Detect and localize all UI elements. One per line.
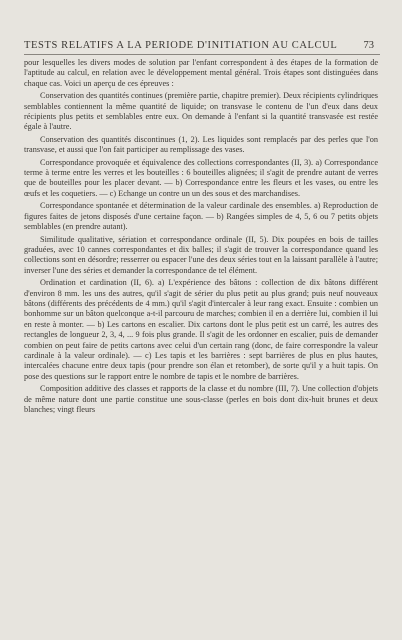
- paragraph-provoked-correspondence: Correspondance provoquée et équivalence des collections correspondantes (II, 3). a) Correspondance terme à terme entre les verres et les bouteilles : 6 bouteilles alignées; il s'agit de prendre autant de verres que de bouteilles pour les placer devant. — b) Correspondance entre les fleurs et les vases, ou entre les œufs et les coquetiers. — c) Echange un contre un un des sous et des marchandises.: [24, 157, 378, 198]
- paragraph-ordination-cardination: Ordination et cardination (II, 6). a) L'expérience des bâtons : collection de dix bâtons différent d'environ 8 mm. les uns des autres, qu'il s'agit de sérier du plus petit au plus grand; puis neuf nouveaux bâtons (différents des précédents de 4 mm.) qu'il s'agit d'intercaler à leur rang exact. Ensuite : combien un bonhomme sur un bâton quelconque a-t-il parcouru de marches; combien il en a derrière lui, combien il lui en reste à monter. — b) Les cartons en escalier. Dix cartons dont le plus petit est un carré, les autres des rectangles de longueur 2, 3, 4, ... 9 fois plus grande. Il s'agit de les ordonner en escalier, puis de demander combien on peut faire de petits cartons avec celui d'un certain rang (donc, de faire correspondre la valeur cardinale à la valeur ordinale). — c) Les tapis et les barrières : sept barrières de plus en plus hautes, intercalées chacune entre deux tapis (pour prendre son élan et retomber), de sorte qu'il y a huit tapis. On pose des questions sur le rapport entre le nombre de tapis et le nombre de barrières.: [24, 278, 378, 381]
- page-number: 73: [363, 40, 374, 51]
- paragraph-discontinuous-quantities: Conservation des quantités discontinues (1, 2). Les liquides sont remplacés par des perles que l'on transvase, et aussi que l'on fait participer au remplissage des vases.: [24, 134, 378, 155]
- paragraph-continuous-quantities: Conservation des quantités continues (première partie, chapitre premier). Deux récipients cylindriques semblables contiennent la même quantité de liquide; on transvase le contenu de l'un d'eux dans deux récipients plus petits et semblables entre eux. On demande à l'enfant si la quantité transvasée est restée égale à l'autre.: [24, 91, 378, 132]
- body-text: [24, 58, 378, 417]
- running-header: [24, 40, 374, 51]
- paragraph-qualitative-similitude: Similitude qualitative, sériation et correspondance ordinale (II, 5). Dix poupées en bois de tailles graduées, avec 10 cannes correspondantes et dix balles; il s'agit de trouver la correspondance quand les collections sont en désordre; resserrer ou espacer l'une des deux séries tout en la laissant parallèle à l'autre; inverser l'une des séries et demander la correspondance de tel élément.: [24, 234, 378, 275]
- paragraph-spontaneous-correspondence: Correspondance spontanée et détermination de la valeur cardinale des ensembles. a) Reproduction de figures faites de jetons disposés d'une certaine façon. — b) Rangées simples de 4, 5, 6 ou 7 petits objets semblables (en prendre autant).: [24, 201, 378, 232]
- header-divider: [24, 54, 380, 55]
- running-title: TESTS RELATIFS A LA PERIODE D'INITIATION AU CALCUL: [24, 40, 338, 51]
- paragraph-intro: pour lesquelles les divers modes de solution par l'enfant correspondent à des étapes de la formation de l'aptitude au calcul, en relation avec le développement mental général. Trois étapes sont distinguées dans chaque cas. Voici un aperçu de ces épreuves :: [24, 58, 378, 88]
- paragraph-additive-composition: Composition additive des classes et rapports de la classe et du nombre (III, 7). Une collection d'objets de même nature dont une partie constitue une sous-classe (perles en bois dont dix-huit brunes et deux blanches; vingt fleurs: [24, 384, 378, 414]
